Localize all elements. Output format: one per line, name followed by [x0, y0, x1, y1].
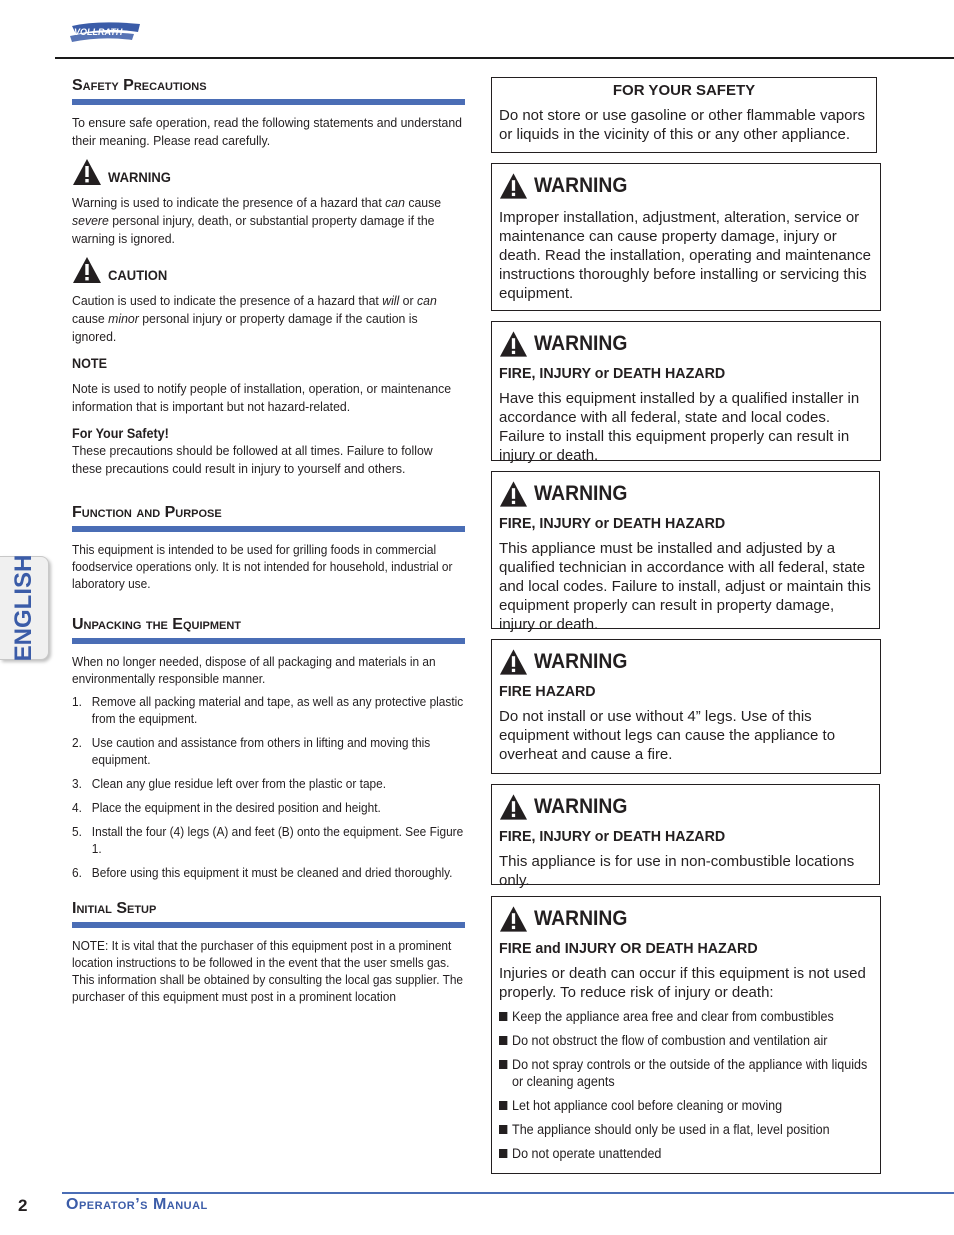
list-item: 4. Place the equipment in the desired position and height.	[72, 800, 381, 815]
section-title-safety: Safety Precautions	[72, 77, 207, 94]
list-item: Do not spray controls or the outside of the appliance with liquids or cleaning agents	[499, 1056, 871, 1090]
square-bullet-icon	[499, 1101, 507, 1110]
warning-box-text: This appliance is for use in non-combustible locations only.	[499, 853, 855, 889]
warning-definition: Warning is used to indicate the presence of a hazard that can cause severe personal injury, death, or substantial property damage if the warning is ignored.	[72, 195, 442, 246]
list-item: 1. Remove all packing material and tape, as well as any protective plastic from the equipment.	[72, 694, 464, 726]
warning-box-label: WARNING	[534, 650, 628, 673]
section-title-function: Function and Purpose	[72, 504, 222, 521]
footer-title: Operator’s Manual	[66, 1196, 208, 1213]
section-rule	[72, 99, 465, 105]
warning-box-hazard: FIRE, INJURY or DEATH HAZARD	[499, 515, 726, 532]
warning-triangle-icon	[499, 648, 528, 676]
warning-triangle-icon	[499, 905, 528, 933]
list-item: 3. Clean any glue residue left over from the plastic or tape.	[72, 776, 387, 791]
warning-triangle-icon	[72, 158, 102, 186]
warning-box-text: This appliance must be installed and adjusted by a qualified technician in accordance with all federal, state and local codes. Failure to install, adjust or maintain this equipment properly can result in property damage, injury or death.	[499, 540, 871, 633]
function-text: This equipment is intended to be used for grilling foods in commercial foodservice operations only. It is not intended for household, industrial or laboratory use.	[72, 542, 453, 591]
square-bullet-icon	[499, 1125, 507, 1134]
warning-box-hazard: FIRE, INJURY or DEATH HAZARD	[499, 365, 726, 382]
warning-triangle-icon	[499, 330, 528, 358]
square-bullet-icon	[499, 1060, 507, 1069]
warning-box-text: Have this equipment installed by a qualified installer in accordance with all federal, state and local codes. Failure to install this equipment properly can result in injury or death.	[499, 390, 860, 464]
page-number: 2	[18, 1196, 28, 1215]
warning-box-6	[491, 896, 881, 1174]
unpacking-intro: When no longer needed, dispose of all packaging and materials in an environmentally responsible manner.	[72, 654, 436, 686]
warning-box-header	[499, 903, 873, 935]
square-bullet-icon	[499, 1012, 507, 1021]
note-definition: Note is used to notify people of installation, operation, or maintenance information that is important but not hazard-related.	[72, 381, 452, 414]
caution-label: CAUTION	[108, 267, 168, 283]
setup-text: NOTE: It is vital that the purchaser of this equipment post in a prominent location instructions to be followed in the event that the user smells gas. This information shall be obtained by consulting the local gas supplier. The purchaser of this equipment must post in a prominent location	[72, 938, 464, 1004]
for-your-safety-box-title: FOR YOUR SAFETY	[612, 82, 756, 99]
warning-triangle-icon	[499, 793, 528, 821]
warning-box-label: WARNING	[534, 482, 628, 505]
section-rule	[72, 638, 465, 644]
vollrath-logo	[68, 20, 142, 46]
warning-triangle-icon	[499, 480, 528, 508]
square-bullet-icon	[499, 1149, 507, 1158]
list-item: 2. Use caution and assistance from others in lifting and moving this equipment.	[72, 735, 431, 767]
list-item: The appliance should only be used in a flat, level position	[499, 1121, 871, 1138]
for-your-safety-box	[491, 77, 877, 153]
header-rule	[55, 57, 954, 59]
warning-box-text: Improper installation, adjustment, alteration, service or maintenance can cause property damage, injury or death. Read the installation, operating and maintenance instructions thoroughly before installing or servicing this equipment.	[499, 209, 871, 302]
warning-label: WARNING	[108, 169, 171, 185]
logo-text: VOLLRATH	[74, 27, 123, 37]
language-tab	[0, 556, 49, 660]
warning-triangle-icon	[499, 172, 528, 200]
language-tab-label: ENGLISH	[10, 554, 37, 662]
section-rule	[72, 922, 465, 928]
warning-definition-header	[72, 158, 465, 186]
warning-box-hazard: FIRE, INJURY or DEATH HAZARD	[499, 828, 726, 845]
unpacking-steps	[72, 693, 465, 881]
warning-box-header	[499, 170, 873, 202]
list-item: Keep the appliance area free and clear from combustibles	[499, 1008, 871, 1025]
warning-box-label: WARNING	[534, 907, 628, 930]
for-your-safety-label: For Your Safety!	[72, 425, 169, 441]
caution-definition: Caution is used to indicate the presence of a hazard that will or can cause minor personal injury or property damage if the caution is ignored.	[72, 293, 437, 344]
list-item: Do not operate unattended	[499, 1145, 871, 1162]
section-title-setup: Initial Setup	[72, 900, 157, 917]
caution-definition-header	[72, 256, 465, 284]
section-title-unpacking: Unpacking the Equipment	[72, 616, 242, 633]
list-item: 6. Before using this equipment it must be cleaned and dried thoroughly.	[72, 865, 453, 880]
warning-box-3	[491, 471, 880, 633]
warning-box-text: Do not install or use without 4” legs. Use of this equipment without legs can cause the appliance to overheat and cause a fire.	[499, 708, 836, 763]
square-bullet-icon	[499, 1036, 507, 1045]
list-item: 5. Install the four (4) legs (A) and feet (B) onto the equipment. See Figure 1.	[72, 824, 464, 856]
for-your-safety-text: These precautions should be followed at all times. Failure to follow these precautions could result in injury to yourself and others.	[72, 443, 433, 476]
warning-box-hazard: FIRE and INJURY OR DEATH HAZARD	[499, 940, 758, 957]
warning-box-text: Injuries or death can occur if this equipment is not used properly. To reduce risk of injury or death:	[499, 965, 866, 1001]
list-item: Do not obstruct the flow of combustion and ventilation air	[499, 1032, 871, 1049]
section-rule	[72, 526, 465, 532]
warning-box-header	[499, 646, 873, 678]
warning-box-header	[499, 791, 872, 823]
warning-box-1	[491, 163, 881, 311]
warning-box-label: WARNING	[534, 174, 628, 197]
warning-box-header	[499, 328, 873, 360]
risk-reduction-list	[499, 1008, 873, 1162]
safety-intro: To ensure safe operation, read the following statements and understand their meaning. Please read carefully.	[72, 115, 462, 148]
warning-box-label: WARNING	[534, 332, 628, 355]
warning-box-hazard: FIRE HAZARD	[499, 683, 596, 700]
list-item: Let hot appliance cool before cleaning or moving	[499, 1097, 871, 1114]
for-your-safety-box-text: Do not store or use gasoline or other flammable vapors or liquids in the vicinity of this or any other appliance.	[499, 107, 866, 143]
warning-box-label: WARNING	[534, 795, 628, 818]
left-column	[72, 76, 465, 1005]
warning-box-2	[491, 321, 881, 464]
warning-box-header	[499, 478, 872, 510]
footer-rule	[62, 1192, 954, 1194]
caution-triangle-icon	[72, 256, 102, 284]
note-label: NOTE	[72, 355, 108, 371]
warning-box-5	[491, 784, 880, 889]
warning-box-4	[491, 639, 881, 774]
